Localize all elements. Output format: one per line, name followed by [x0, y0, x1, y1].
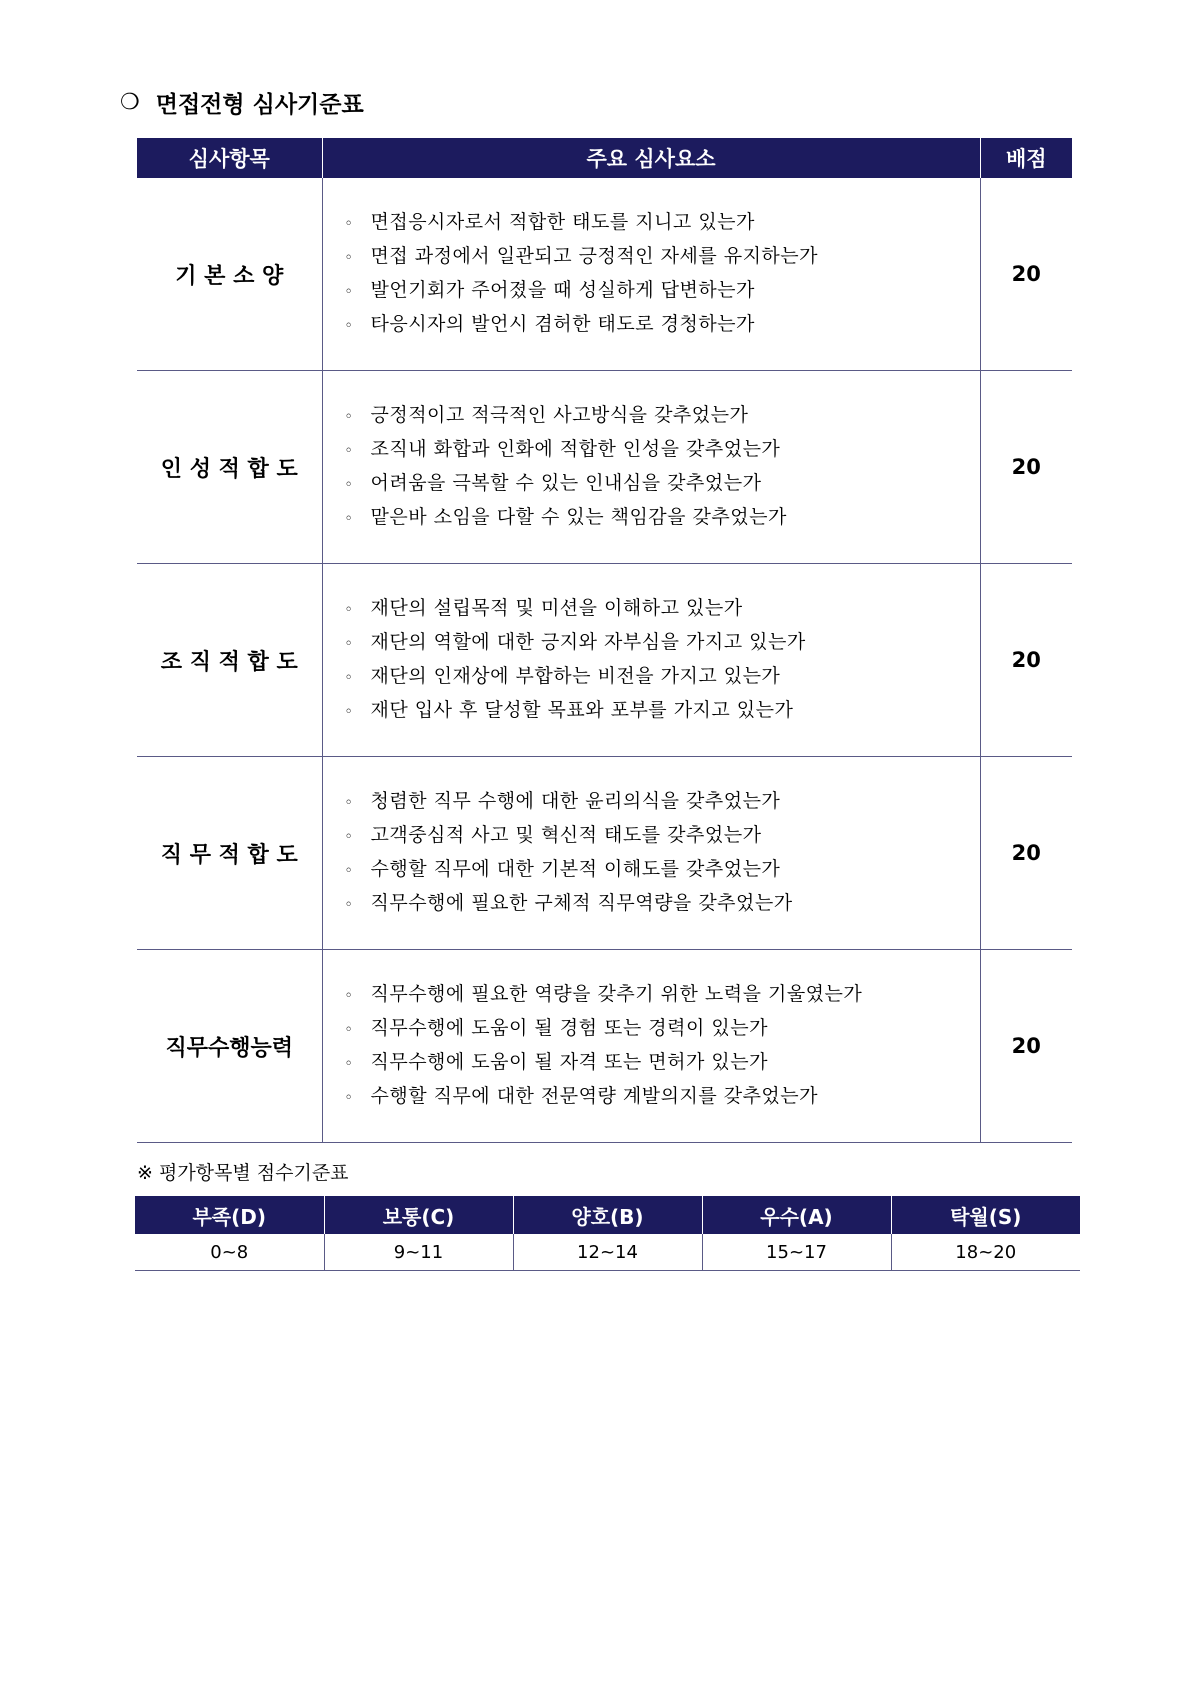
score-cell: 20 [980, 564, 1072, 757]
list-item: ◦ 재단 입사 후 달성할 목표와 포부를 가지고 있는가 [345, 694, 980, 728]
grade-header-row [135, 1196, 1080, 1234]
grade-scale-table [135, 1196, 1080, 1271]
list-item: ◦ 수행할 직무에 대한 기본적 이해도를 갖추었는가 [345, 853, 980, 887]
circle-bullet-icon: ❍ [120, 90, 140, 115]
list-item: ◦ 재단의 인재상에 부합하는 비전을 가지고 있는가 [345, 660, 980, 694]
grade-header: 우수(A) [702, 1196, 891, 1234]
bullet-icon: ◦ [344, 250, 354, 266]
grade-range: 18~20 [891, 1234, 1080, 1271]
list-item: ◦ 재단의 설립목적 및 미션을 이해하고 있는가 [345, 592, 980, 626]
list-item: ◦ 맡은바 소임을 다할 수 있는 책임감을 갖추었는가 [345, 501, 980, 535]
criteria-list [345, 206, 980, 342]
list-item: ◦ 청렴한 직무 수행에 대한 윤리의식을 갖추었는가 [345, 785, 980, 819]
list-item: ◦ 수행할 직무에 대한 전문역량 계발의지를 갖추었는가 [345, 1080, 980, 1114]
elements-cell [322, 564, 980, 757]
bullet-icon: ◦ [344, 897, 354, 913]
list-item: ◦ 면접응시자로서 적합한 태도를 지니고 있는가 [345, 206, 980, 240]
bullet-icon: ◦ [344, 1090, 354, 1106]
bullet-icon: ◦ [344, 988, 354, 1004]
elements-cell [322, 757, 980, 950]
header-category: 심사항목 [137, 138, 322, 178]
grade-range: 9~11 [324, 1234, 513, 1271]
header-elements: 주요 심사요소 [322, 138, 980, 178]
list-item: ◦ 조직내 화합과 인화에 적합한 인성을 갖추었는가 [345, 433, 980, 467]
elements-cell [322, 950, 980, 1143]
grade-header: 탁월(S) [891, 1196, 1080, 1234]
bullet-icon: ◦ [344, 602, 354, 618]
list-item: ◦ 면접 과정에서 일관되고 긍정적인 자세를 유지하는가 [345, 240, 980, 274]
section-heading [120, 86, 364, 119]
elements-cell [322, 371, 980, 564]
bullet-icon: ◦ [344, 443, 354, 459]
grade-range: 12~14 [513, 1234, 702, 1271]
grade-note: ※ 평가항목별 점수기준표 [137, 1162, 349, 1184]
bullet-icon: ◦ [344, 1056, 354, 1072]
list-item: ◦ 직무수행에 필요한 구체적 직무역량을 갖추었는가 [345, 887, 980, 921]
table-row [137, 371, 1072, 564]
grade-range: 15~17 [702, 1234, 891, 1271]
bullet-icon: ◦ [344, 1022, 354, 1038]
criteria-list [345, 785, 980, 921]
score-cell: 20 [980, 371, 1072, 564]
bullet-icon: ◦ [344, 670, 354, 686]
criteria-list [345, 592, 980, 728]
criteria-list [345, 399, 980, 535]
category-cell: 직 무 적 합 도 [137, 757, 322, 950]
criteria-list [345, 978, 980, 1114]
list-item: ◦ 긍정적이고 적극적인 사고방식을 갖추었는가 [345, 399, 980, 433]
bullet-icon: ◦ [344, 795, 354, 811]
category-cell: 조 직 적 합 도 [137, 564, 322, 757]
list-item: ◦ 어려움을 극복할 수 있는 인내심을 갖추었는가 [345, 467, 980, 501]
grade-values-row [135, 1234, 1080, 1271]
category-cell: 기 본 소 양 [137, 178, 322, 371]
bullet-icon: ◦ [344, 636, 354, 652]
category-cell: 인 성 적 합 도 [137, 371, 322, 564]
list-item: ◦ 고객중심적 사고 및 혁신적 태도를 갖추었는가 [345, 819, 980, 853]
table-row [137, 950, 1072, 1143]
header-score: 배점 [980, 138, 1072, 178]
elements-cell [322, 178, 980, 371]
score-cell: 20 [980, 178, 1072, 371]
bullet-icon: ◦ [344, 409, 354, 425]
table-row [137, 564, 1072, 757]
grade-range: 0~8 [135, 1234, 324, 1271]
criteria-header-row [137, 138, 1072, 178]
list-item: ◦ 직무수행에 필요한 역량을 갖추기 위한 노력을 기울였는가 [345, 978, 980, 1012]
category-cell: 직무수행능력 [137, 950, 322, 1143]
score-cell: 20 [980, 950, 1072, 1143]
bullet-icon: ◦ [344, 318, 354, 334]
grade-header: 부족(D) [135, 1196, 324, 1234]
table-row [137, 757, 1072, 950]
bullet-icon: ◦ [344, 829, 354, 845]
list-item: ◦ 재단의 역할에 대한 긍지와 자부심을 가지고 있는가 [345, 626, 980, 660]
section-title: 면접전형 심사기준표 [155, 92, 364, 118]
interview-criteria-table [137, 138, 1072, 1143]
bullet-icon: ◦ [344, 511, 354, 527]
list-item: ◦ 직무수행에 도움이 될 자격 또는 면허가 있는가 [345, 1046, 980, 1080]
score-cell: 20 [980, 757, 1072, 950]
list-item: ◦ 직무수행에 도움이 될 경험 또는 경력이 있는가 [345, 1012, 980, 1046]
bullet-icon: ◦ [344, 284, 354, 300]
list-item: ◦ 발언기회가 주어졌을 때 성실하게 답변하는가 [345, 274, 980, 308]
table-row [137, 178, 1072, 371]
grade-header: 보통(C) [324, 1196, 513, 1234]
list-item: ◦ 타응시자의 발언시 겸허한 태도로 경청하는가 [345, 308, 980, 342]
bullet-icon: ◦ [344, 863, 354, 879]
bullet-icon: ◦ [344, 704, 354, 720]
bullet-icon: ◦ [344, 477, 354, 493]
bullet-icon: ◦ [344, 216, 354, 232]
grade-header: 양호(B) [513, 1196, 702, 1234]
